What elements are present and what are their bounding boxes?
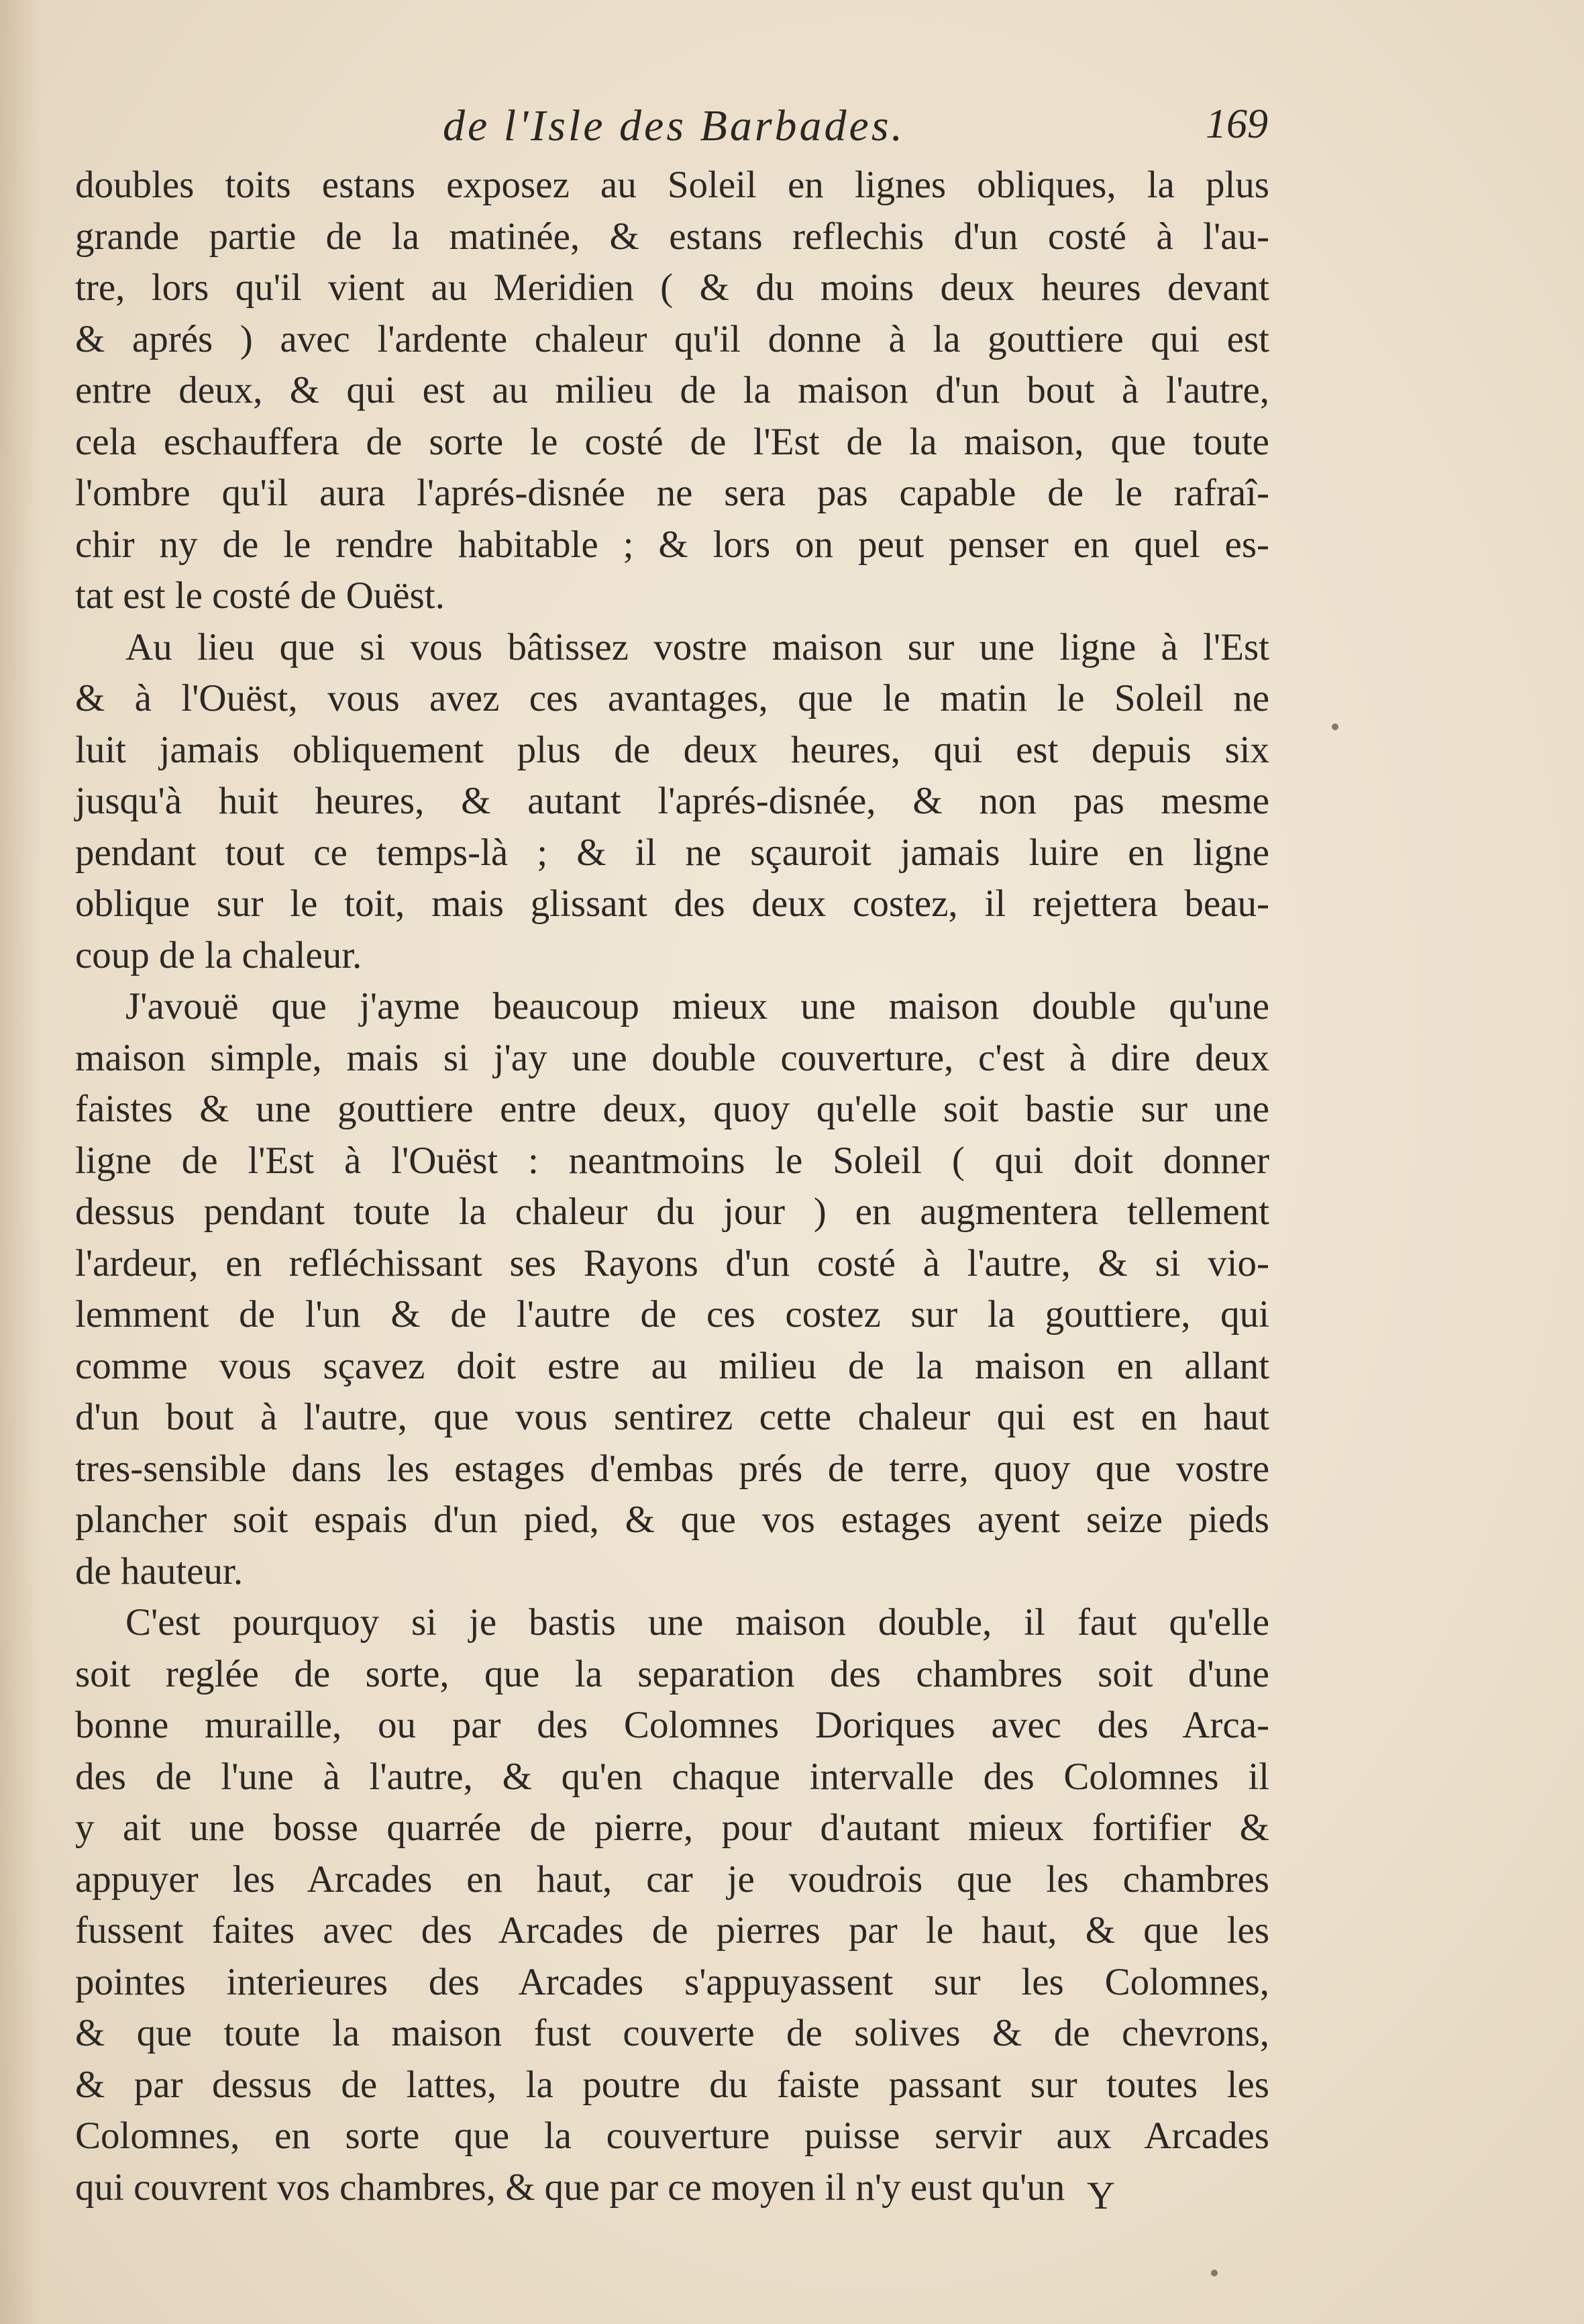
text-line: l'ombre qu'il aura l'aprés-disnée ne sera pas capable de le rafraî- <box>75 472 1269 514</box>
text-line: tat est le costé de Ouëst. <box>75 574 445 617</box>
text-line: luit jamais obliquement plus de deux heures, qui est depuis six <box>75 728 1269 771</box>
text-line: cela eschauffera de sorte le costé de l'Est de la maison, que toute <box>75 420 1269 463</box>
running-title: de l'Isle des Barbades. <box>443 101 905 150</box>
text-line: tre, lors qu'il vient au Meridien ( & du moins deux heures devant <box>75 266 1269 309</box>
text-line: Colomnes, en sorte que la couverture puisse servir aux Arcades <box>75 2115 1269 2157</box>
text-line: C'est pourquoy si je bastis une maison double, il faut qu'elle <box>125 1601 1269 1644</box>
text-line: & par dessus de lattes, la poutre du faiste passant sur toutes les <box>75 2063 1269 2106</box>
text-line: coup de la chaleur. <box>75 933 362 976</box>
text-line: des de l'une à l'autre, & qu'en chaque intervalle des Colomnes il <box>75 1755 1269 1798</box>
text-line: soit reglée de sorte, que la separation des chambres soit d'une <box>75 1652 1269 1695</box>
text-line: de hauteur. <box>75 1550 244 1593</box>
text-line: comme vous sçavez doit estre au milieu de la maison en allant <box>75 1344 1269 1387</box>
text-line: qui couvrent vos chambres, & que par ce moyen il n'y eust qu'un <box>75 2166 1065 2209</box>
text-line: entre deux, & qui est au milieu de la maison d'un bout à l'autre, <box>75 369 1269 411</box>
running-head <box>74 101 1268 161</box>
text-line: d'un bout à l'autre, que vous sentirez cette chaleur qui est en haut <box>75 1396 1269 1438</box>
text-line: fussent faites avec des Arcades de pierres par le haut, & que les <box>75 1909 1269 1952</box>
text-line: appuyer les Arcades en haut, car je voudrois que les chambres <box>75 1858 1269 1901</box>
text-line: doubles toits estans exposez au Soleil en lignes obliques, la plus <box>75 164 1269 206</box>
gutter-shadow <box>0 0 40 2324</box>
text-line: y ait une bosse quarrée de pierre, pour d'autant mieux fortifier & <box>75 1807 1269 1849</box>
text-line: & à l'Ouëst, vous avez ces avantages, que le matin le Soleil ne <box>75 677 1269 719</box>
text-line: Au lieu que si vous bâtissez vostre maison sur une ligne à l'Est <box>125 625 1269 668</box>
ink-speck <box>1211 2270 1218 2276</box>
text-line: ligne de l'Est à l'Ouëst : neantmoins le Soleil ( qui doit donner <box>75 1139 1269 1182</box>
text-line: grande partie de la matinée, & estans reflechis d'un costé à l'au- <box>75 215 1269 258</box>
text-line: & aprés ) avec l'ardente chaleur qu'il donne à la gouttiere qui est <box>75 317 1269 360</box>
text-line: jusqu'à huit heures, & autant l'aprés-disnée, & non pas mesme <box>75 780 1269 822</box>
signature-mark: Y <box>1087 2174 1116 2217</box>
text-line: pendant tout ce temps-là ; & il ne sçauroit jamais luire en ligne <box>75 831 1269 874</box>
text-line: chir ny de le rendre habitable ; & lors on peut penser en quel es- <box>75 523 1269 566</box>
text-line: maison simple, mais si j'ay une double couverture, c'est à dire deux <box>75 1036 1269 1079</box>
text-line: J'avouë que j'ayme beaucoup mieux une maison double qu'une <box>125 985 1269 1027</box>
text-line: & que toute la maison fust couverte de solives & de chevrons, <box>75 2012 1269 2054</box>
text-line: bonne muraille, ou par des Colomnes Doriques avec des Arca- <box>75 1704 1269 1746</box>
text-line: pointes interieures des Arcades s'appuyassent sur les Colomnes, <box>75 1960 1269 2003</box>
text-line: l'ardeur, en refléchissant ses Rayons d'un costé à l'autre, & si vio- <box>75 1242 1269 1284</box>
text-line: faistes & une gouttiere entre deux, quoy qu'elle soit bastie sur une <box>75 1088 1269 1130</box>
text-line: lemment de l'un & de l'autre de ces costez sur la gouttiere, qui <box>75 1293 1269 1335</box>
body-text <box>75 160 1269 2213</box>
text-line: dessus pendant toute la chaleur du jour ) en augmentera tellement <box>75 1191 1269 1233</box>
page-number: 169 <box>1206 101 1268 147</box>
text-line: plancher soit espais d'un pied, & que vos estages ayent seize pieds <box>75 1499 1269 1541</box>
ink-speck <box>1332 723 1338 730</box>
text-line: tres-sensible dans les estages d'embas prés de terre, quoy que vostre <box>75 1447 1269 1490</box>
text-line: oblique sur le toit, mais glissant des deux costez, il rejettera beau- <box>75 882 1269 925</box>
